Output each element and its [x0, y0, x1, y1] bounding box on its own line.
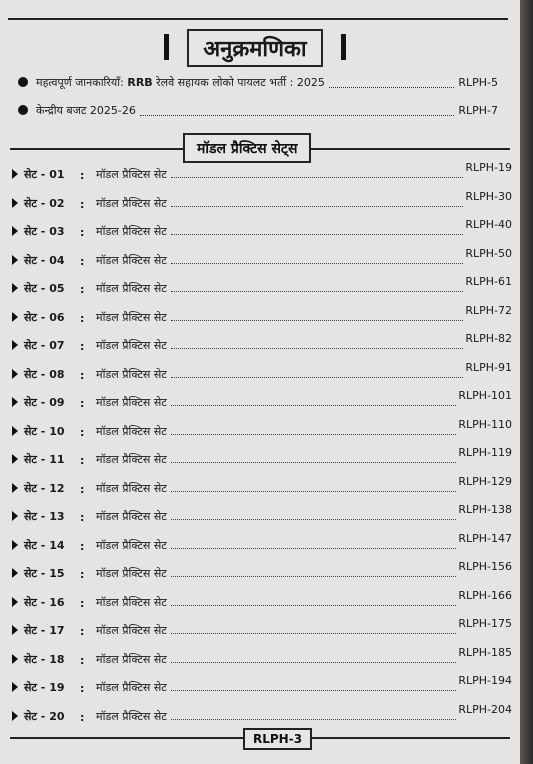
set-label: मॉडल प्रैक्टिस सेट: [96, 652, 167, 666]
dot-leader: [329, 77, 455, 88]
set-row: [12, 248, 512, 268]
set-page-ref: RLPH-19: [465, 161, 512, 174]
dot-leader: [171, 291, 464, 292]
set-row: [12, 675, 512, 695]
set-page-ref: RLPH-110: [458, 417, 512, 431]
dot-leader: [171, 234, 464, 235]
book-spine-shadow: [520, 0, 533, 764]
set-colon: :: [80, 511, 85, 524]
info-prefix: महत्वपूर्ण जानकारियाँ:: [36, 75, 124, 89]
set-label: मॉडल प्रैक्टिस सेट: [96, 595, 167, 609]
info-page-ref: RLPH-7: [458, 103, 498, 117]
page-title: अनुक्रमणिका: [187, 29, 322, 67]
set-colon: :: [80, 397, 85, 410]
set-label: मॉडल प्रैक्टिस सेट: [96, 567, 167, 580]
triangle-bullet-icon: [12, 568, 18, 578]
set-page-ref: RLPH-91: [465, 360, 512, 374]
triangle-bullet-icon: [12, 625, 18, 635]
set-row: [12, 704, 512, 724]
title-bar-left: [164, 34, 169, 60]
set-colon: :: [80, 596, 85, 610]
set-label: मॉडल प्रैक्टिस सेट: [96, 624, 167, 637]
set-colon: :: [80, 454, 85, 467]
set-label: मॉडल प्रैक्टिस सेट: [96, 681, 167, 694]
set-number: सेट - 04: [24, 253, 65, 267]
bullet-icon: [18, 77, 28, 87]
page-number: RLPH-3: [243, 728, 312, 750]
set-colon: :: [80, 283, 85, 296]
set-number: सेट - 12: [24, 481, 65, 495]
set-label: मॉडल प्रैक्टिस सेट: [96, 510, 167, 523]
dot-leader: [171, 462, 457, 463]
dot-leader: [171, 405, 457, 406]
set-number: सेट - 03: [24, 225, 65, 238]
top-divider: [8, 18, 508, 20]
set-number: सेट - 14: [24, 538, 65, 552]
set-page-ref: RLPH-175: [458, 617, 512, 630]
triangle-bullet-icon: [12, 454, 18, 464]
set-row: [12, 618, 512, 638]
triangle-bullet-icon: [12, 426, 18, 436]
dot-leader: [171, 177, 464, 178]
triangle-bullet-icon: [12, 597, 18, 607]
info-suffix: रेलवे सहायक लोको पायलट भर्ती : 2025: [156, 75, 325, 89]
set-label: मॉडल प्रैक्टिस सेट: [96, 339, 167, 352]
set-page-ref: RLPH-50: [465, 246, 512, 260]
set-number: सेट - 15: [24, 567, 65, 580]
set-label: मॉडल प्रैक्टिस सेट: [96, 367, 167, 381]
dot-leader: [171, 377, 464, 378]
dot-leader: [171, 348, 464, 349]
bullet-icon: [18, 105, 28, 115]
set-page-ref: RLPH-101: [458, 389, 512, 402]
set-number: सेट - 11: [24, 453, 65, 466]
dot-leader: [140, 105, 454, 116]
dot-leader: [171, 519, 457, 520]
set-label: मॉडल प्रैक्टिस सेट: [96, 396, 167, 409]
set-page-ref: RLPH-194: [458, 674, 512, 687]
set-colon: :: [80, 568, 85, 581]
set-row: [12, 390, 512, 410]
set-colon: :: [80, 682, 85, 695]
set-row: [12, 447, 512, 467]
dot-leader: [171, 320, 464, 321]
set-row: [12, 419, 512, 439]
dot-leader: [171, 206, 464, 207]
triangle-bullet-icon: [12, 511, 18, 521]
set-page-ref: RLPH-30: [465, 189, 512, 203]
set-row: [12, 219, 512, 239]
triangle-bullet-icon: [12, 483, 18, 493]
set-number: सेट - 18: [24, 652, 65, 666]
triangle-bullet-icon: [12, 682, 18, 692]
set-colon: :: [80, 169, 85, 182]
info-bold: RRB: [127, 75, 153, 89]
set-colon: :: [80, 311, 85, 325]
triangle-bullet-icon: [12, 226, 18, 236]
set-row: [12, 476, 512, 496]
triangle-bullet-icon: [12, 711, 18, 721]
set-colon: :: [80, 625, 85, 638]
set-colon: :: [80, 425, 85, 439]
title-bar-right: [341, 34, 346, 60]
set-colon: :: [80, 653, 85, 667]
set-row: [12, 647, 512, 667]
set-page-ref: RLPH-166: [458, 588, 512, 602]
set-number: सेट - 10: [24, 424, 65, 438]
set-row: [12, 162, 512, 182]
set-number: सेट - 20: [24, 709, 65, 723]
triangle-bullet-icon: [12, 169, 18, 179]
set-label: मॉडल प्रैक्टिस सेट: [96, 253, 167, 267]
set-label: मॉडल प्रैक्टिस सेट: [96, 282, 167, 295]
set-colon: :: [80, 254, 85, 268]
info-prefix: केन्द्रीय बजट 2025-26: [36, 103, 136, 117]
dot-leader: [171, 576, 457, 577]
set-page-ref: RLPH-61: [465, 275, 512, 288]
set-number: सेट - 09: [24, 396, 65, 409]
triangle-bullet-icon: [12, 283, 18, 293]
dot-leader: [171, 263, 464, 264]
set-page-ref: RLPH-185: [458, 645, 512, 659]
set-number: सेट - 01: [24, 168, 65, 181]
triangle-bullet-icon: [12, 255, 18, 265]
triangle-bullet-icon: [12, 312, 18, 322]
set-number: सेट - 06: [24, 310, 65, 324]
set-label: मॉडल प्रैक्टिस सेट: [96, 225, 167, 238]
dot-leader: [171, 633, 457, 634]
set-label: मॉडल प्रैक्टिस सेट: [96, 481, 167, 495]
section-title: मॉडल प्रैक्टिस सेट्स: [183, 133, 311, 163]
triangle-bullet-icon: [12, 198, 18, 208]
set-number: सेट - 07: [24, 339, 65, 352]
set-label: मॉडल प्रैक्टिस सेट: [96, 453, 167, 466]
set-row: [12, 276, 512, 296]
set-page-ref: RLPH-119: [458, 446, 512, 459]
set-page-ref: RLPH-204: [458, 702, 512, 716]
set-label: मॉडल प्रैक्टिस सेट: [96, 424, 167, 438]
set-page-ref: RLPH-82: [465, 332, 512, 345]
set-label: मॉडल प्रैक्टिस सेट: [96, 310, 167, 324]
set-number: सेट - 16: [24, 595, 65, 609]
set-page-ref: RLPH-40: [465, 218, 512, 231]
set-row: [12, 305, 512, 325]
set-number: सेट - 02: [24, 196, 65, 210]
set-row: [12, 561, 512, 581]
dot-leader: [171, 434, 457, 435]
set-number: सेट - 19: [24, 681, 65, 694]
dot-leader: [171, 719, 457, 720]
info-page-ref: RLPH-5: [458, 75, 498, 89]
set-page-ref: RLPH-129: [458, 474, 512, 488]
set-page-ref: RLPH-138: [458, 503, 512, 516]
set-row: [12, 362, 512, 382]
set-page-ref: RLPH-147: [458, 531, 512, 545]
set-row: [12, 590, 512, 610]
dot-leader: [171, 548, 457, 549]
set-row: [12, 504, 512, 524]
set-colon: :: [80, 197, 85, 211]
set-colon: :: [80, 710, 85, 724]
triangle-bullet-icon: [12, 540, 18, 550]
triangle-bullet-icon: [12, 654, 18, 664]
set-label: मॉडल प्रैक्टिस सेट: [96, 538, 167, 552]
dot-leader: [171, 690, 457, 691]
set-number: सेट - 08: [24, 367, 65, 381]
set-number: सेट - 13: [24, 510, 65, 523]
set-row: [12, 533, 512, 553]
triangle-bullet-icon: [12, 369, 18, 379]
dot-leader: [171, 662, 457, 663]
set-page-ref: RLPH-72: [465, 303, 512, 317]
triangle-bullet-icon: [12, 397, 18, 407]
set-label: मॉडल प्रैक्टिस सेट: [96, 168, 167, 181]
triangle-bullet-icon: [12, 340, 18, 350]
dot-leader: [171, 491, 457, 492]
set-number: सेट - 17: [24, 624, 65, 637]
set-row: [12, 333, 512, 353]
set-page-ref: RLPH-156: [458, 560, 512, 573]
set-label: मॉडल प्रैक्टिस सेट: [96, 709, 167, 723]
info-row-budget: [18, 100, 498, 120]
set-number: सेट - 05: [24, 282, 65, 295]
index-title-block: [160, 28, 350, 68]
set-colon: :: [80, 539, 85, 553]
set-row: [12, 191, 512, 211]
info-row-rrb: [18, 72, 498, 92]
set-colon: :: [80, 226, 85, 239]
set-colon: :: [80, 340, 85, 353]
set-label: मॉडल प्रैक्टिस सेट: [96, 196, 167, 210]
set-colon: :: [80, 482, 85, 496]
dot-leader: [171, 605, 457, 606]
set-colon: :: [80, 368, 85, 382]
